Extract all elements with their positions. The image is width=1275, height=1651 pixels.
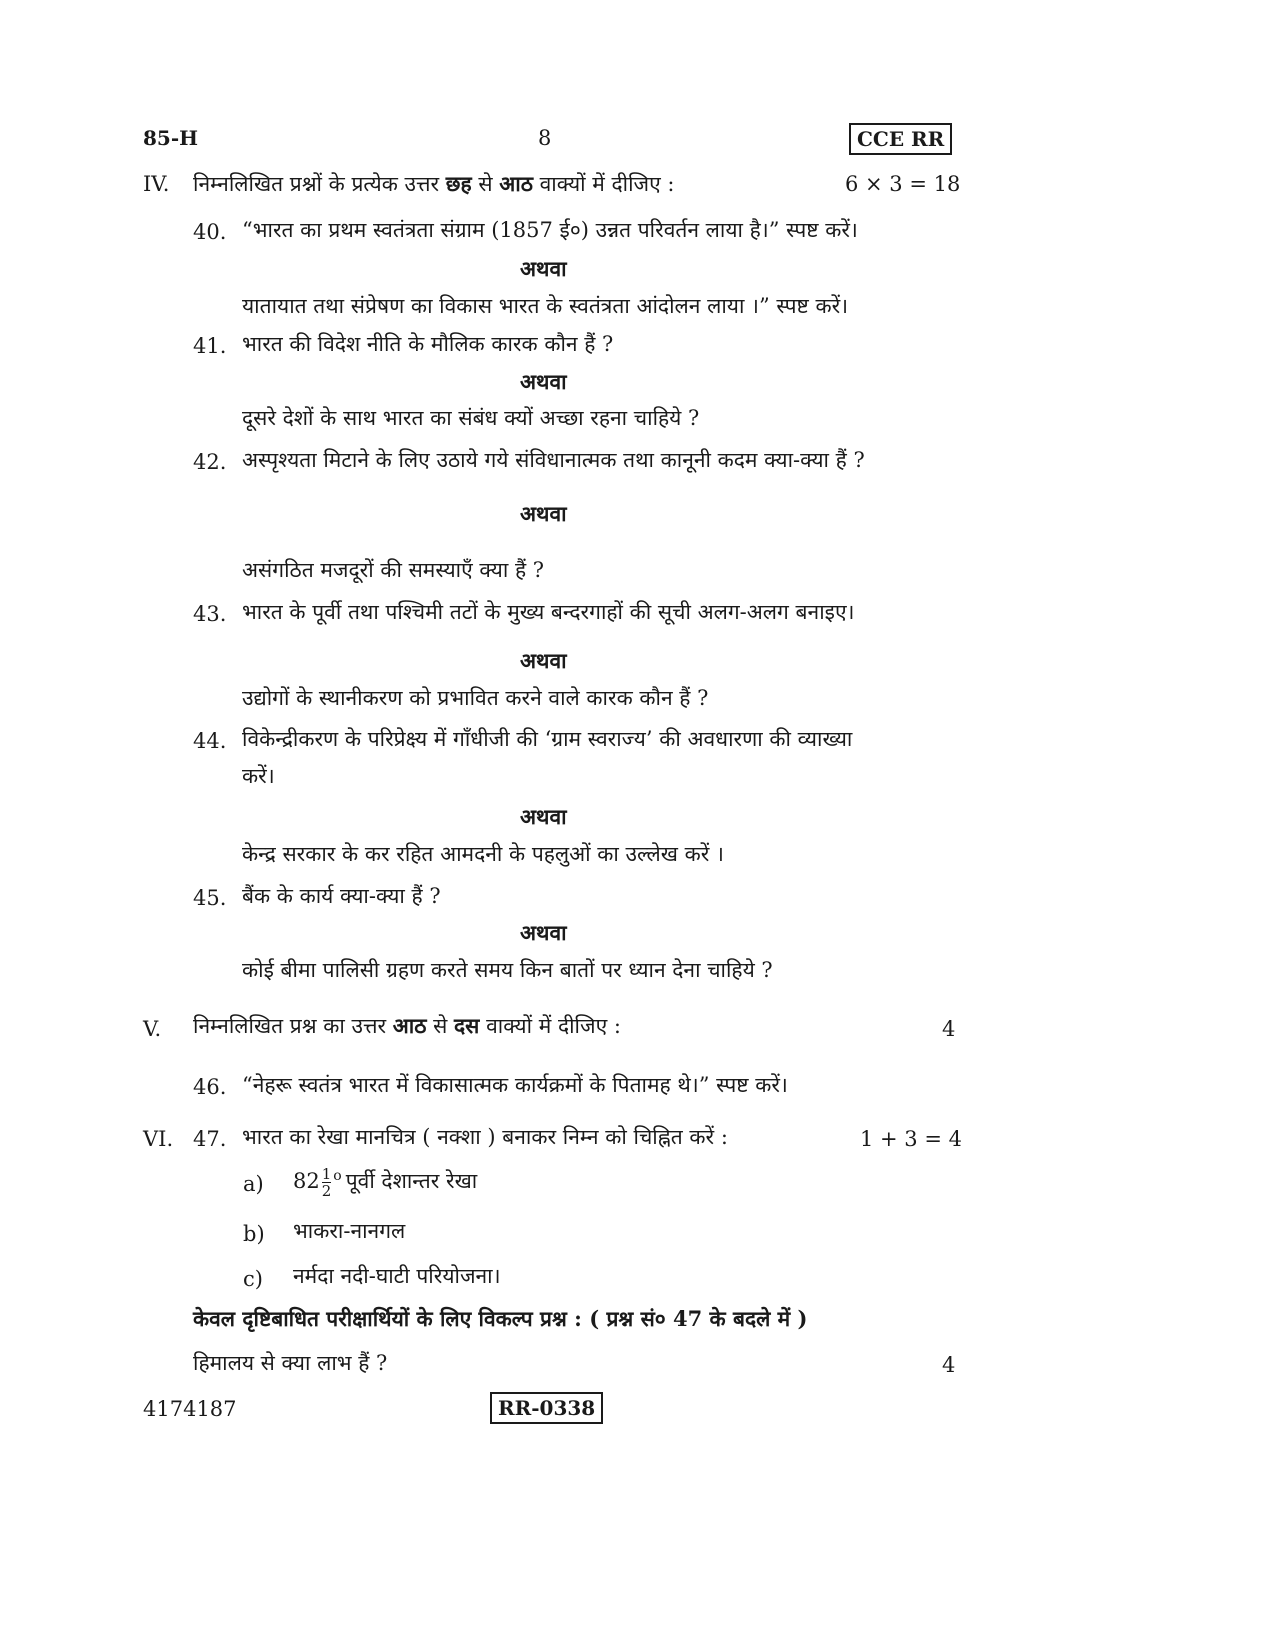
instruction-emphasis: आठ (499, 171, 533, 196)
section-v-numeral: V. (143, 1017, 162, 1041)
q46-number: 46. (193, 1075, 227, 1099)
instruction-emphasis: दस (454, 1013, 480, 1038)
q45-text: बैंक के कार्य क्या-क्या हैं ? (242, 884, 441, 908)
q45-number: 45. (193, 886, 227, 910)
q42-number: 42. (193, 450, 227, 474)
q47-marks: 1 + 3 = 4 (860, 1127, 962, 1151)
or-label: अथवा (520, 256, 567, 281)
fraction-numerator: 1 (321, 1165, 332, 1183)
instruction-text: निम्नलिखित प्रश्नों के प्रत्येक उत्तर (193, 172, 440, 196)
instruction-text: वाक्यों में दीजिए : (539, 172, 675, 196)
section-vi-numeral: VI. (143, 1127, 174, 1151)
paper-code: 85-H (143, 126, 199, 150)
q44-number: 44. (193, 729, 227, 753)
q43-number: 43. (193, 602, 227, 626)
section-iv-instruction (193, 170, 674, 198)
footer-box-code: RR-0338 (490, 1392, 603, 1424)
q47-text: भारत का रेखा मानचित्र ( नक्शा ) बनाकर निम्न को चिह्नित करें : (242, 1125, 728, 1149)
instruction-text: निम्नलिखित प्रश्न का उत्तर (193, 1014, 387, 1038)
footer-code: 4174187 (143, 1397, 237, 1421)
alternative-question-heading: केवल दृष्टिबाधित परीक्षार्थियों के लिए विकल्प प्रश्न : ( प्रश्न सं० 47 के बदले में ) (193, 1306, 808, 1331)
item-c-label: c) (243, 1267, 263, 1291)
q41-number: 41. (193, 334, 227, 358)
or-label: अथवा (520, 920, 567, 945)
alternative-question-text: हिमालय से क्या लाभ हैं ? (193, 1351, 388, 1375)
q44-text-line1: विकेन्द्रीकरण के परिप्रेक्ष्य में गाँधीजी की ‘ग्राम स्वराज्य’ की अवधारणा की व्याख्या (242, 727, 853, 751)
section-iv-marks: 6 × 3 = 18 (845, 172, 961, 196)
q46-text: “नेहरू स्वतंत्र भारत में विकासात्मक कार्यक्रमों के पितामह थे।” स्पष्ट करें। (242, 1073, 788, 1097)
item-a-description: पूर्वी देशान्तर रेखा (345, 1169, 478, 1193)
q40-alt-text: यातायात तथा संप्रेषण का विकास भारत के स्वतंत्रता आंदोलन लाया ।” स्पष्ट करें। (242, 294, 849, 318)
q41-text: भारत की विदेश नीति के मौलिक कारक कौन हैं ? (242, 332, 614, 356)
q45-alt-text: कोई बीमा पालिसी ग्रहण करते समय किन बातों पर ध्यान देना चाहिये ? (242, 958, 773, 982)
q47-number: 47. (193, 1127, 227, 1151)
instruction-text: वाक्यों में दीजिए : (486, 1014, 621, 1038)
q40-text: “भारत का प्रथम स्वतंत्रता संग्राम (1857 ई०) उन्नत परिवर्तन लाया है।” स्पष्ट करें। (242, 218, 858, 242)
section-v-instruction (193, 1012, 621, 1040)
degree-symbol: o (333, 1168, 342, 1184)
item-a-label: a) (243, 1172, 264, 1196)
instruction-emphasis: छह (445, 171, 472, 196)
instruction-text: से (433, 1014, 448, 1038)
or-label: अथवा (520, 501, 567, 526)
alternative-question-marks: 4 (942, 1353, 956, 1377)
item-b-text: भाकरा-नानगल (293, 1219, 406, 1243)
instruction-emphasis: आठ (392, 1013, 427, 1038)
q44-alt-text: केन्द्र सरकार के कर रहित आमदनी के पहलुओं का उल्लेख करें । (242, 842, 724, 866)
q41-alt-text: दूसरे देशों के साथ भारत का संबंध क्यों अच्छा रहना चाहिये ? (242, 406, 700, 430)
item-a-text (293, 1162, 477, 1199)
or-label: अथवा (520, 804, 567, 829)
q42-text: अस्पृश्यता मिटाने के लिए उठाये गये संविधानात्मक तथा कानूनी कदम क्या-क्या हैं ? (242, 448, 865, 472)
q44-text-line2: करें। (242, 764, 275, 788)
q40-number: 40. (193, 220, 227, 244)
instruction-text: से (478, 172, 493, 196)
or-label: अथवा (520, 648, 567, 673)
longitude-value: 82 (293, 1169, 320, 1193)
section-v-marks: 4 (942, 1017, 956, 1041)
page-number: 8 (538, 126, 552, 150)
section-iv-numeral: IV. (143, 172, 170, 196)
fraction-denominator: 2 (321, 1182, 332, 1200)
item-b-label: b) (243, 1222, 265, 1246)
or-label: अथवा (520, 369, 567, 394)
q43-text: भारत के पूर्वी तथा पश्चिमी तटों के मुख्य बन्दरगाहों की सूची अलग-अलग बनाइए। (242, 600, 855, 624)
q42-alt-text: असंगठित मजदूरों की समस्याएँ क्या हैं ? (242, 558, 545, 582)
fraction (322, 1166, 332, 1199)
series-badge: CCE RR (849, 123, 952, 155)
q43-alt-text: उद्योगों के स्थानीकरण को प्रभावित करने वाले कारक कौन हैं ? (242, 686, 709, 710)
item-c-text: नर्मदा नदी-घाटी परियोजना। (293, 1264, 501, 1288)
